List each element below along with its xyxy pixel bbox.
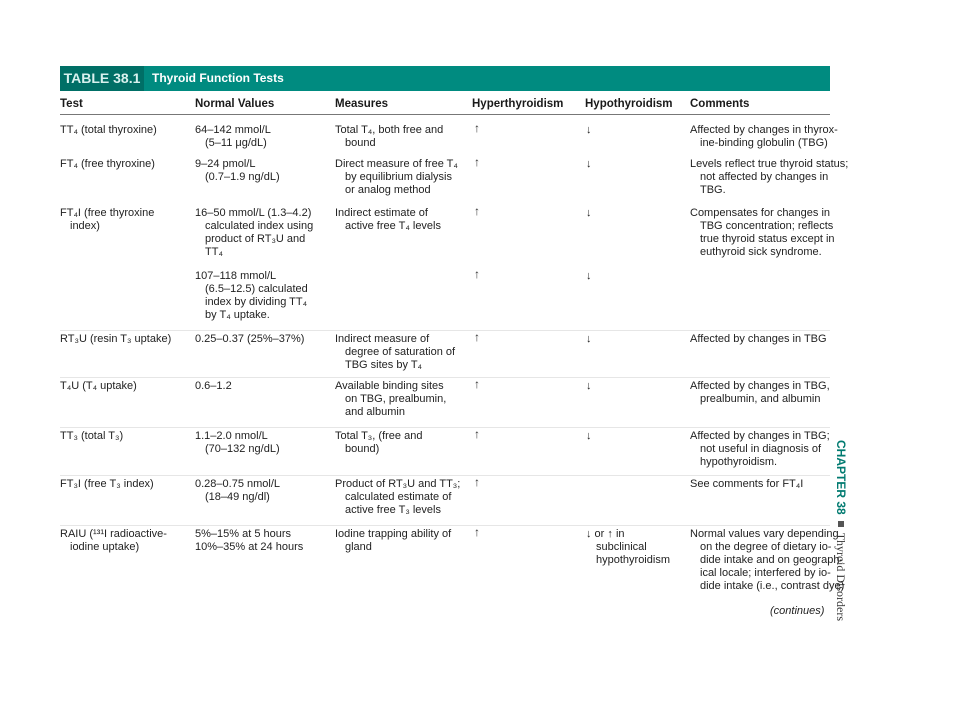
- cell-line: dide intake and on geograph-: [700, 554, 844, 566]
- cell-comments: [690, 430, 830, 469]
- cell-line: (18–49 ng/dl): [205, 491, 270, 503]
- cell-line: RT₃U (resin T₃ uptake): [60, 333, 172, 345]
- row-divider: [60, 330, 830, 331]
- cell-test: [60, 124, 157, 137]
- cell-line: (0.7–1.9 ng/dL): [205, 171, 280, 183]
- cell-test: [60, 380, 137, 393]
- cell-line: calculated index using: [205, 220, 314, 232]
- cell-line: FT₃I (free T₃ index): [60, 478, 154, 490]
- cell-line: ↓: [586, 380, 592, 392]
- cell-normal: [195, 207, 313, 259]
- cell-measures: [335, 430, 422, 456]
- cell-hypo: [586, 333, 592, 346]
- continues-note: (continues): [770, 605, 825, 617]
- cell-normal: [195, 124, 271, 150]
- cell-comments: [690, 124, 838, 150]
- table-number: TABLE 38.1: [60, 66, 144, 91]
- chapter-side-label: [833, 440, 848, 621]
- cell-line: Iodine trapping ability of: [335, 528, 452, 540]
- cell-line: on the degree of dietary io-: [700, 541, 832, 553]
- cell-line: index by dividing TT₄: [205, 296, 308, 308]
- cell-line: ↓: [586, 430, 592, 442]
- cell-line: (5–11 μg/dL): [205, 137, 267, 149]
- cell-line: subclinical: [596, 541, 647, 553]
- cell-line: Total T₄, both free and: [335, 124, 444, 136]
- cell-line: by equilibrium dialysis: [345, 171, 452, 183]
- cell-measures: [335, 207, 441, 233]
- cell-hypo: [586, 380, 592, 393]
- cell-comments: [690, 478, 803, 491]
- cell-test: [60, 430, 123, 443]
- cell-normal: [195, 528, 303, 554]
- up-arrow-icon: ↑: [474, 121, 480, 135]
- table-header-row: [60, 96, 830, 115]
- cell-hypo: [586, 430, 592, 443]
- cell-line: ↓: [586, 158, 592, 170]
- cell-line: (70–132 ng/dL): [205, 443, 280, 455]
- cell-line: Available binding sites: [335, 380, 444, 392]
- cell-line: euthyroid sick syndrome.: [700, 246, 822, 258]
- cell-line: RAIU (¹³¹I radioactive-: [60, 528, 167, 540]
- cell-comments: [690, 207, 835, 259]
- cell-normal: [195, 478, 280, 504]
- header-hypo: Hypothyroidism: [585, 98, 673, 110]
- cell-line: hypothyroidism.: [700, 456, 778, 468]
- cell-line: Affected by changes in TBG: [690, 333, 827, 345]
- cell-line: Product of RT₃U and TT₃;: [335, 478, 461, 490]
- cell-line: ↓: [586, 270, 592, 282]
- cell-comments: [690, 380, 830, 406]
- row-divider: [60, 475, 830, 476]
- cell-line: by T₄ uptake.: [205, 309, 270, 321]
- cell-line: TBG concentration; reflects: [700, 220, 834, 232]
- cell-line: ical locale; interfered by io-: [700, 567, 831, 579]
- cell-line: TBG sites by T₄: [345, 359, 423, 371]
- cell-measures: [335, 528, 451, 554]
- chapter-title: Thyroid Disorders: [834, 532, 848, 622]
- cell-line: gland: [345, 541, 372, 553]
- row-divider: [60, 427, 830, 428]
- cell-line: TT₄: [205, 246, 223, 258]
- cell-line: ↓ or ↑ in: [586, 528, 625, 540]
- cell-line: and albumin: [345, 406, 405, 418]
- cell-line: Indirect measure of: [335, 333, 430, 345]
- cell-line: ↓: [586, 124, 592, 136]
- cell-line: 9–24 pmol/L: [195, 158, 256, 170]
- table-title: Thyroid Function Tests: [152, 71, 284, 85]
- cell-test: [60, 528, 167, 554]
- cell-line: Direct measure of free T₄: [335, 158, 458, 170]
- cell-line: TT₄ (total thyroxine): [60, 124, 157, 136]
- row-divider: [60, 377, 830, 378]
- cell-hypo: [586, 124, 592, 137]
- cell-line: Compensates for changes in: [690, 207, 831, 219]
- cell-line: ↓: [586, 207, 592, 219]
- cell-line: degree of saturation of: [345, 346, 456, 358]
- cell-normal: [195, 380, 232, 393]
- up-arrow-icon: ↑: [474, 475, 480, 489]
- cell-measures: [335, 380, 446, 419]
- header-hyper: Hyperthyroidism: [472, 98, 564, 110]
- cell-normal: [195, 158, 280, 184]
- cell-line: product of RT₃U and: [205, 233, 306, 245]
- cell-line: not useful in diagnosis of: [700, 443, 822, 455]
- table-banner: [60, 66, 830, 91]
- cell-line: 10%–35% at 24 hours: [195, 541, 304, 553]
- cell-line: See comments for FT₄I: [690, 478, 804, 490]
- header-test: Test: [60, 98, 83, 110]
- cell-comments: [690, 528, 844, 593]
- header-measures: Measures: [335, 98, 389, 110]
- cell-measures: [335, 478, 460, 517]
- up-arrow-icon: ↑: [474, 525, 480, 539]
- cell-comments: [690, 333, 827, 346]
- cell-line: 16–50 mmol/L (1.3–4.2): [195, 207, 312, 219]
- cell-line: bound: [345, 137, 376, 149]
- cell-line: FT₄ (free thyroxine): [60, 158, 155, 170]
- cell-line: 5%–15% at 5 hours: [195, 528, 292, 540]
- up-arrow-icon: ↑: [474, 204, 480, 218]
- cell-test: [60, 207, 154, 233]
- cell-hypo: [586, 158, 592, 171]
- cell-line: 64–142 mmol/L: [195, 124, 271, 136]
- cell-line: FT₄I (free thyroxine: [60, 207, 155, 219]
- cell-line: 0.28–0.75 nmol/L: [195, 478, 281, 490]
- cell-test: [60, 333, 171, 346]
- cell-line: Affected by changes in thyrox-: [690, 124, 838, 136]
- cell-line: 0.25–0.37 (25%–37%): [195, 333, 305, 345]
- cell-measures: [335, 124, 443, 150]
- cell-line: Affected by changes in TBG,: [690, 380, 830, 392]
- cell-line: TT₃ (total T₃): [60, 430, 124, 442]
- cell-line: Normal values vary depending: [690, 528, 839, 540]
- up-arrow-icon: ↑: [474, 330, 480, 344]
- cell-line: dide intake (i.e., contrast dye): [700, 580, 845, 592]
- cell-line: bound): [345, 443, 380, 455]
- cell-line: T₄U (T₄ uptake): [60, 380, 137, 392]
- header-comments: Comments: [690, 98, 750, 110]
- cell-hypo: [586, 207, 592, 220]
- row-divider: [60, 525, 830, 526]
- cell-normal: [195, 430, 280, 456]
- cell-line: 0.6–1.2: [195, 380, 232, 392]
- cell-comments: [690, 158, 848, 197]
- cell-test: [60, 158, 155, 171]
- cell-line: hypothyroidism: [596, 554, 670, 566]
- cell-measures: [335, 158, 458, 197]
- cell-line: Indirect estimate of: [335, 207, 428, 219]
- cell-line: 107–118 mmol/L: [195, 270, 277, 282]
- up-arrow-icon: ↑: [474, 267, 480, 281]
- cell-line: prealbumin, and albumin: [700, 393, 821, 405]
- cell-line: ine-binding globulin (TBG): [700, 137, 828, 149]
- cell-line: TBG.: [700, 184, 726, 196]
- up-arrow-icon: ↑: [474, 427, 480, 441]
- cell-line: true thyroid status except in: [700, 233, 835, 245]
- chapter-number: CHAPTER 38: [834, 440, 848, 515]
- cell-line: on TBG, prealbumin,: [345, 393, 447, 405]
- cell-line: Total T₃, (free and: [335, 430, 423, 442]
- cell-normal: [195, 333, 304, 346]
- cell-line: 1.1–2.0 nmol/L: [195, 430, 268, 442]
- cell-line: index): [70, 220, 100, 232]
- cell-line: active free T₄ levels: [345, 220, 441, 232]
- cell-line: Levels reflect true thyroid status;: [690, 158, 849, 170]
- cell-hypo: [586, 270, 592, 283]
- cell-line: ↓: [586, 333, 592, 345]
- cell-line: (6.5–12.5) calculated: [205, 283, 308, 295]
- cell-line: Affected by changes in TBG;: [690, 430, 830, 442]
- cell-line: active free T₃ levels: [345, 504, 441, 516]
- cell-line: not affected by changes in: [700, 171, 829, 183]
- up-arrow-icon: ↑: [474, 155, 480, 169]
- up-arrow-icon: ↑: [474, 377, 480, 391]
- header-normal: Normal Values: [195, 98, 275, 110]
- cell-line: iodine uptake): [70, 541, 140, 553]
- cell-line: or analog method: [345, 184, 431, 196]
- cell-hypo: [586, 528, 670, 567]
- cell-measures: [335, 333, 455, 372]
- cell-normal: [195, 270, 308, 322]
- cell-line: calculated estimate of: [345, 491, 452, 503]
- square-bullet-icon: [838, 521, 844, 527]
- cell-test: [60, 478, 154, 491]
